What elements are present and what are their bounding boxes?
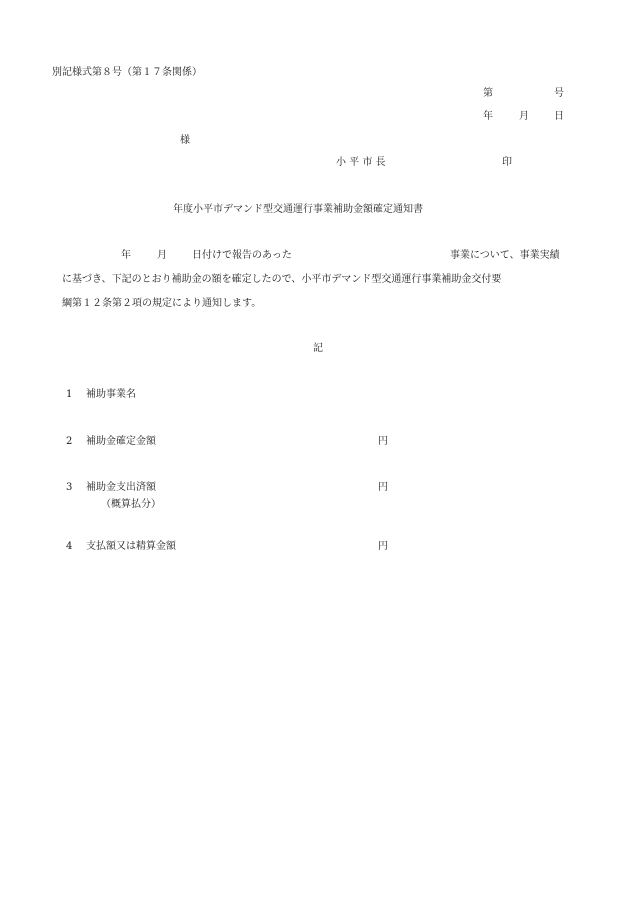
item-number: 1 [66,389,73,400]
body-line3: 綱第１２条第２項の規定により通知します。 [62,298,262,309]
item-number: 4 [66,541,73,552]
seal-mark: 印 [502,157,512,168]
ki-heading: 記 [313,343,323,354]
item-number: 2 [66,436,73,447]
body-line1-text: 日付けで報告のあった [192,250,292,261]
document-number-suffix: 号 [554,88,564,99]
item-label: 支払額又は精算金額 [86,541,176,552]
document-title: 年度小平市デマンド型交通運行事業補助金額確定通知書 [173,204,423,215]
item-number: 3 [66,482,73,493]
item-sublabel: （概算払分） [101,499,161,510]
date-month: 月 [519,111,529,122]
date-day: 日 [554,111,564,122]
date-year: 年 [483,111,493,122]
body-line1-end: 事業について、事業実績 [450,250,560,261]
item-unit: 円 [378,436,388,447]
body-line2: に基づき、下記のとおり補助金の額を確定したので、小平市デマンド型交通運行事業補助金交付要 [62,274,502,285]
item-label: 補助金確定金額 [86,436,156,447]
document-number-prefix: 第 [483,88,493,99]
addressee-honorific: 様 [180,135,190,146]
item-unit: 円 [378,482,388,493]
body-month: 月 [157,250,167,261]
item-unit: 円 [378,541,388,552]
issuer-name: 小 平 市 長 [336,157,386,168]
item-label: 補助事業名 [86,389,136,400]
body-year: 年 [121,250,131,261]
item-label: 補助金支出済額 [86,482,156,493]
form-label: 別記様式第８号（第１７条関係） [52,67,202,78]
